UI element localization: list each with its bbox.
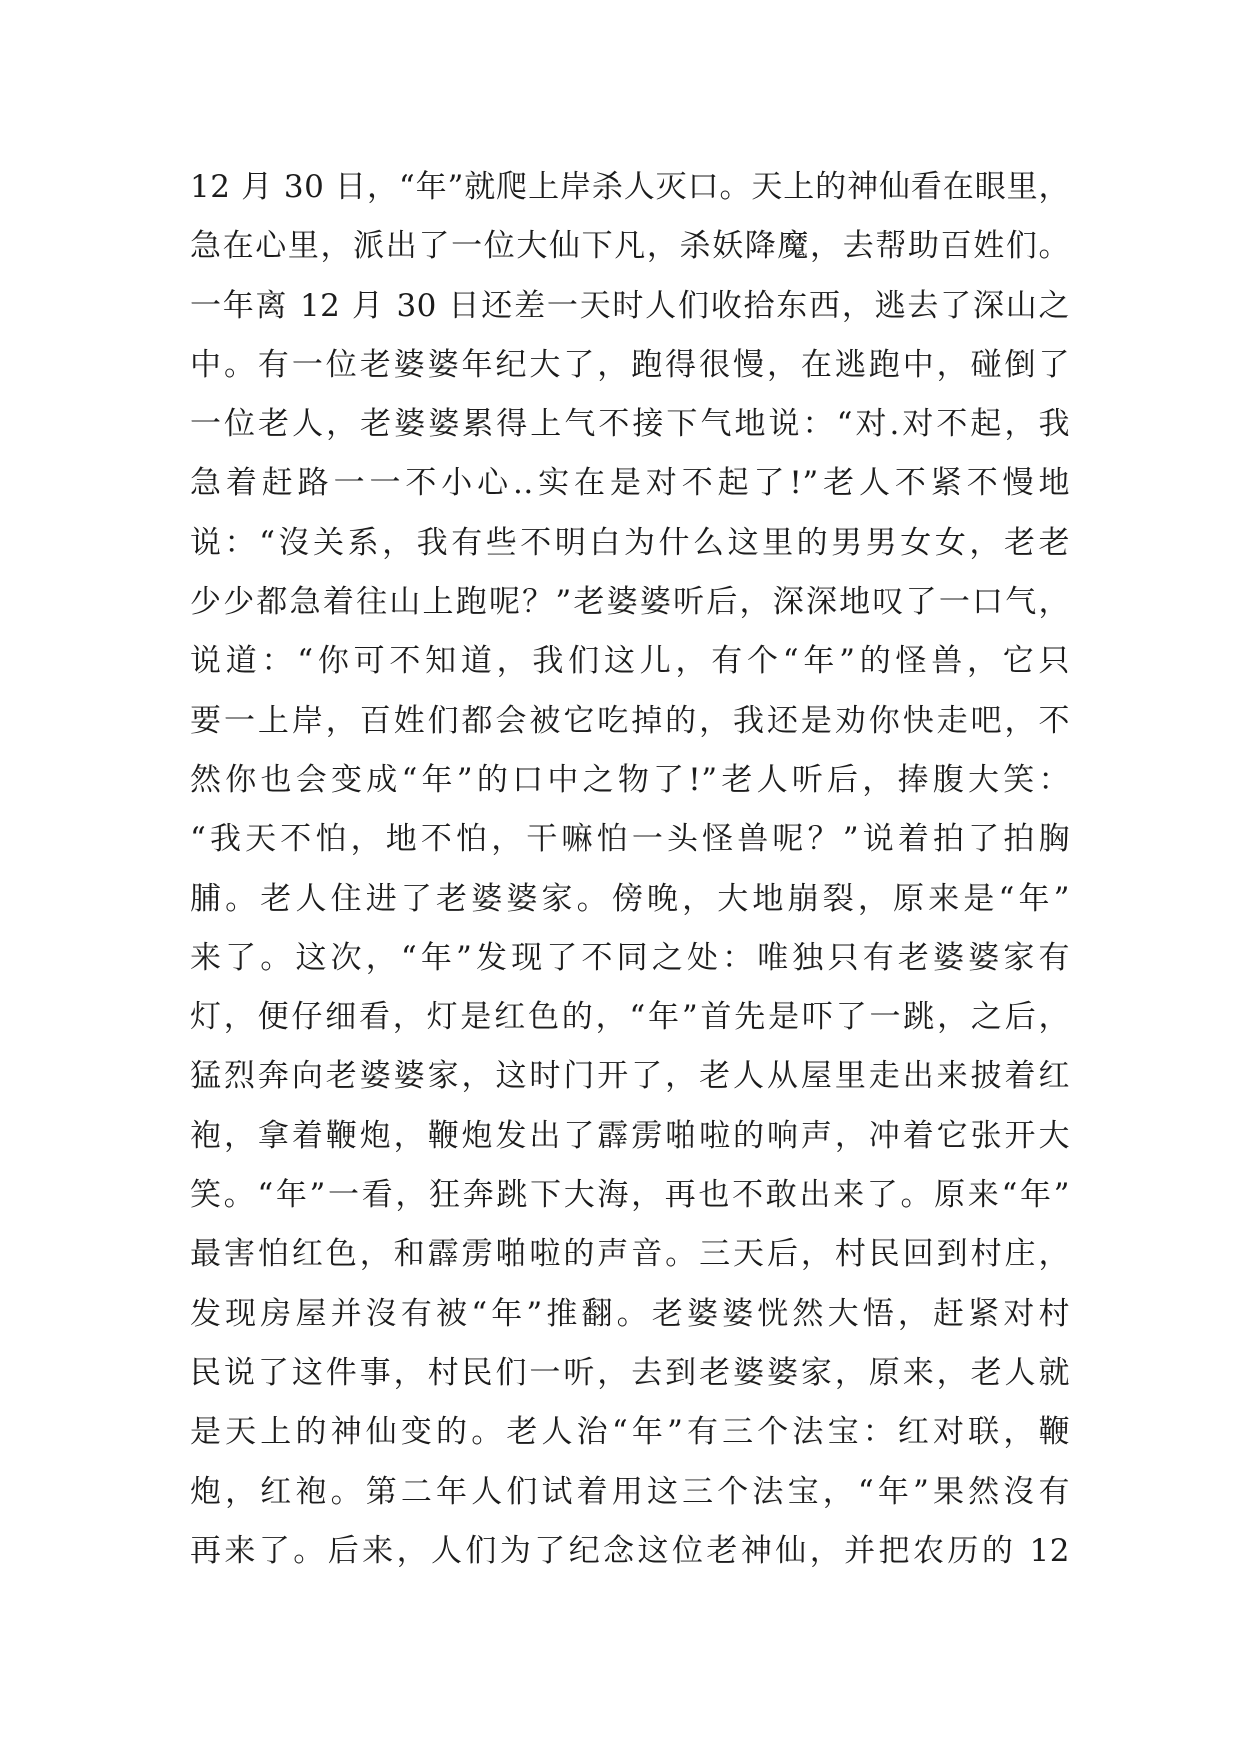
text-line: 灯，便仔细看，灯是红色的，“年”首先是吓了一跳，之后， [190,999,1070,1036]
text-line: 脯。老人住进了老婆婆家。傍晚，大地崩裂，原来是“年” [190,880,1070,917]
text-line: “我天不怕，地不怕，干嘛怕一头怪兽呢？”说着拍了拍胸 [190,821,1070,858]
text-line: 笑。“年”一看，狂奔跳下大海，再也不敢出来了。原来“年” [190,1177,1070,1214]
text-line: 说：“沒关系，我有些不明白为什么这里的男男女女，老老 [190,524,1070,561]
text-line: 来了。这次，“年”发现了不同之处：唯独只有老婆婆家有 [190,939,1070,976]
text-line: 急在心里，派出了一位大仙下凡，杀妖降魔，去帮助百姓们。 [190,228,1070,265]
text-line: 猛烈奔向老婆婆家，这时门开了，老人从屋里走出来披着红 [190,1058,1070,1095]
text-line: 少少都急着往山上跑呢？”老婆婆听后，深深地叹了一口气， [190,584,1070,621]
text-line: 袍，拿着鞭炮，鞭炮发出了霹雳啪啦的响声，冲着它张开大 [190,1117,1070,1154]
text-line: 最害怕红色，和霹雳啪啦的声音。三天后，村民回到村庄， [190,1236,1070,1273]
text-line: 急着赶路一一不小心..实在是对不起了!”老人不紧不慢地 [190,465,1070,502]
text-line: 一位老人，老婆婆累得上气不接下气地说：“对.对不起，我 [190,406,1070,443]
text-line: 说道：“你可不知道，我们这儿，有个“年”的怪兽，它只 [190,643,1070,680]
text-line: 一年离 12 月 30 日还差一天时人们收拾东西，逃去了深山之 [190,287,1070,324]
text-line: 要一上岸，百姓们都会被它吃掉的，我还是劝你快走吧，不 [190,702,1070,739]
text-line: 发现房屋并沒有被“年”推翻。老婆婆恍然大悟，赶紧对村 [190,1295,1070,1332]
text-line: 然你也会变成“年”的口中之物了!”老人听后，捧腹大笑： [190,761,1070,798]
text-line: 12 月 30 日，“年”就爬上岸杀人灭口。天上的神仙看在眼里， [190,169,1070,205]
text-line: 炮，红袍。第二年人们试着用这三个法宝，“年”果然沒有 [190,1473,1070,1510]
text-line: 民说了这件事，村民们一听，去到老婆婆家，原来，老人就 [190,1354,1070,1391]
text-line: 中。有一位老婆婆年纪大了，跑得很慢，在逃跑中，碰倒了 [190,346,1070,383]
text-line: 再来了。后来，人们为了纪念这位老神仙，并把农历的 12 [190,1532,1070,1569]
body-text [190,158,1070,1581]
text-line: 是天上的神仙变的。老人治“年”有三个法宝：红对联，鞭 [190,1414,1070,1451]
